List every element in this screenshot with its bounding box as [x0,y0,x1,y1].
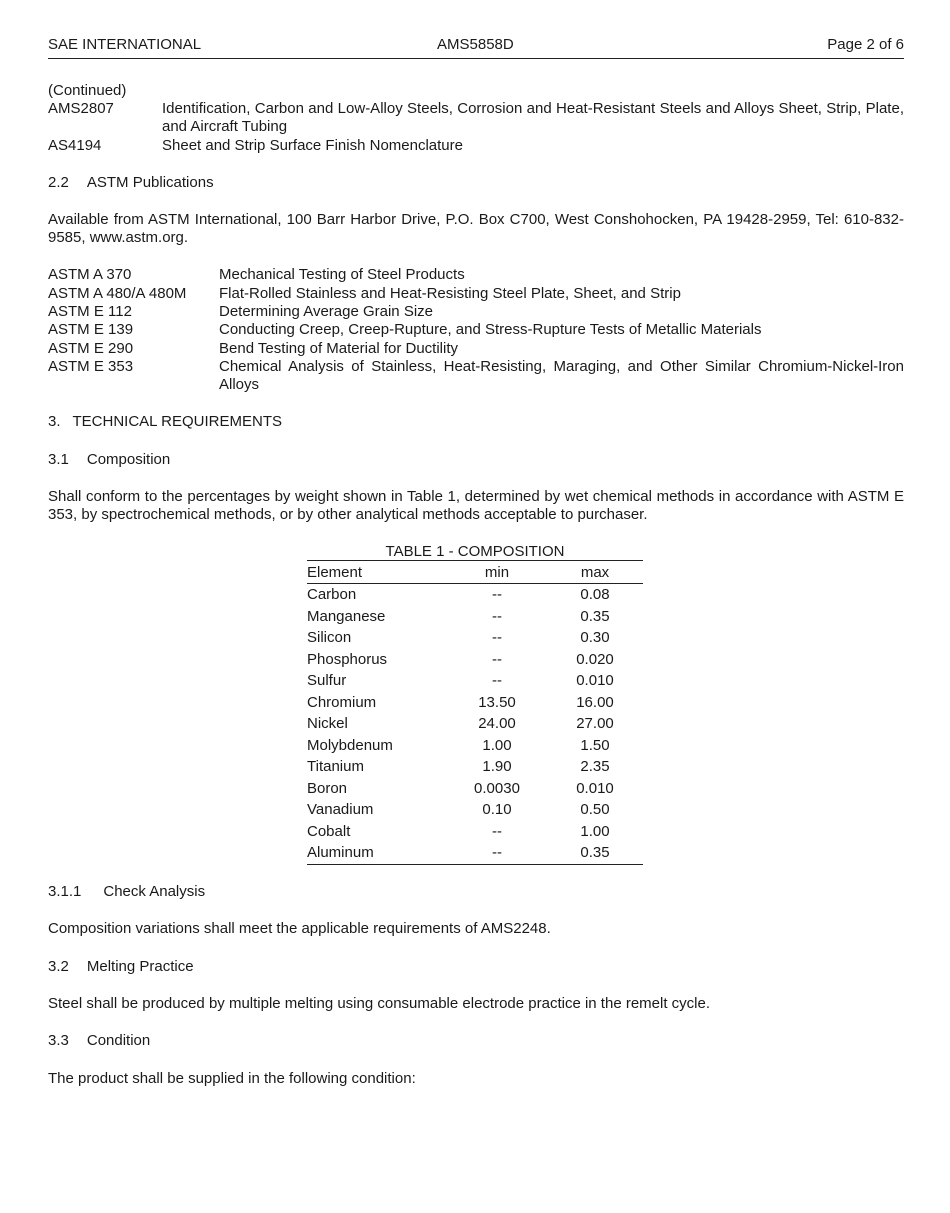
cell-max: 0.35 [580,607,610,625]
cell-min: -- [492,672,502,690]
ref-row-ams2807 [48,100,904,137]
section-3-3-heading [48,1032,150,1050]
ref-row-astm-a480 [48,285,904,303]
cell-element: Aluminum [307,842,447,864]
section-2-2-heading [48,174,214,192]
cell-max: 27.00 [576,715,614,733]
section-title: TECHNICAL REQUIREMENTS [72,413,282,430]
table-row [307,799,643,821]
ref-code: ASTM A 480/A 480M [48,284,187,302]
section-title: Composition [86,451,171,468]
check-analysis-paragraph: Composition variations shall meet the applicable requirements of AMS2248. [48,920,551,937]
ref-row-astm-e139 [48,321,904,339]
ref-desc: Flat-Rolled Stainless and Heat-Resisting Steel Plate, Sheet, and Strip [219,284,681,302]
table-title-rule [307,560,643,561]
header-org: SAE INTERNATIONAL [48,36,202,53]
page-header [48,36,904,59]
section-number: 3.1 [48,451,69,468]
table-row [307,606,643,628]
section-3-2-heading [48,958,194,976]
cell-max: 0.30 [580,629,610,647]
cell-max: 1.00 [580,822,610,840]
cell-min: -- [447,842,547,864]
cell-element: Phosphorus [307,650,388,668]
section-3-heading [48,413,282,431]
cell-max: 0.010 [576,672,614,690]
cell-element: Manganese [307,607,386,625]
header-doc-number: AMS5858D [437,36,514,53]
cell-min: -- [492,607,502,625]
table-body [307,584,643,865]
ref-desc: Conducting Creep, Creep-Rupture, and Stress-Rupture Tests of Metallic Materials [219,321,762,338]
ref-row-astm-a370 [48,266,904,284]
ref-desc: Mechanical Testing of Steel Products [219,266,465,283]
ref-desc: Chemical Analysis of Stainless, Heat-Resisting, Maraging, and Other Similar Chromium-Nickel-Iron Alloys [219,358,904,394]
ref-code: ASTM E 139 [48,321,134,338]
composition-table [307,562,643,865]
cell-element: Molybdenum [307,736,393,754]
section-number: 3.2 [48,958,69,975]
header-max: max [547,562,643,584]
cell-min: 0.0030 [474,779,520,797]
table-row [307,756,643,778]
table-row [307,778,643,800]
cell-element: Vanadium [307,801,374,819]
section-title: Check Analysis [103,883,206,900]
section-number: 3.1.1 [48,883,82,900]
cell-element: Carbon [307,586,357,604]
cell-element: Silicon [307,629,352,647]
header-min: min [447,562,547,584]
cell-max: 0.010 [576,779,614,797]
table-row [307,735,643,757]
melting-practice-paragraph: Steel shall be produced by multiple melting using consumable electrode practice in the remelt cycle. [48,995,711,1012]
cell-element: Titanium [307,758,364,776]
table-header-row [307,562,643,584]
cell-min: 1.90 [482,758,512,776]
ref-code: AMS2807 [48,100,114,117]
cell-element: Chromium [307,693,377,711]
cell-element: Boron [307,779,348,797]
cell-min: -- [492,586,502,604]
cell-min: -- [492,629,502,647]
ref-code: AS4194 [48,137,102,154]
cell-max: 0.08 [580,586,610,604]
cell-element: Cobalt [307,822,351,840]
section-3-1-heading [48,451,170,469]
cell-min: -- [492,822,502,840]
table-row [307,627,643,649]
ref-row-astm-e353 [48,358,904,395]
cell-max: 0.50 [580,801,610,819]
cell-min: 0.10 [482,801,512,819]
section-title: Melting Practice [86,958,194,975]
table-row [307,649,643,671]
ref-code: ASTM E 112 [48,303,132,320]
continued-label: (Continued) [48,82,127,99]
cell-max: 16.00 [576,693,614,711]
section-3-1-1-heading [48,883,205,901]
cell-min: 13.50 [478,693,516,711]
section-title: ASTM Publications [86,174,214,191]
condition-paragraph: The product shall be supplied in the following condition: [48,1070,416,1087]
ref-row-astm-e112 [48,303,904,321]
ref-desc: Bend Testing of Material for Ductility [219,339,458,357]
section-number: 2.2 [48,174,69,191]
cell-min: 1.00 [482,736,512,754]
ref-code: ASTM A 370 [48,266,132,283]
ref-desc: Determining Average Grain Size [219,303,433,320]
section-number: 3.3 [48,1032,69,1049]
ref-desc: Identification, Carbon and Low-Alloy Steels, Corrosion and Heat-Resistant Steels and Alloys Sheet, Strip, Plate, and Aircraft Tubing [162,100,904,136]
cell-max: 2.35 [580,758,610,776]
ref-code: ASTM E 290 [48,339,134,357]
cell-element: Nickel [307,715,348,733]
table-row [307,842,643,864]
cell-max: 0.020 [576,650,614,668]
cell-element: Sulfur [307,672,347,690]
section-number: 3. [48,413,61,430]
section-title: Condition [86,1032,151,1049]
header-element: Element [307,562,447,584]
cell-min: 24.00 [478,715,516,733]
table-row [307,713,643,735]
header-page-number: Page 2 of 6 [827,36,904,53]
cell-min: -- [492,650,502,668]
ref-code: ASTM E 353 [48,358,134,375]
astm-availability-paragraph: Available from ASTM International, 100 Barr Harbor Drive, P.O. Box C700, West Conshohocken, PA 19428-2959, Tel: 610-832-9585, www.astm.org. [48,211,904,247]
table-1-title: TABLE 1 - COMPOSITION [385,543,565,560]
cell-max: 1.50 [580,736,610,754]
table-row [307,821,643,843]
ref-row-astm-e290 [48,340,904,358]
table-row [307,692,643,714]
table-row [307,670,643,692]
ref-desc: Sheet and Strip Surface Finish Nomenclature [162,137,463,154]
composition-paragraph: Shall conform to the percentages by weight shown in Table 1, determined by wet chemical methods in accordance with ASTM E 353, by spectrochemical methods, or by other analytical methods acceptable to purchaser. [48,488,904,524]
ref-row-as4194 [48,137,904,155]
cell-max: 0.35 [547,842,643,864]
table-row [307,584,643,606]
